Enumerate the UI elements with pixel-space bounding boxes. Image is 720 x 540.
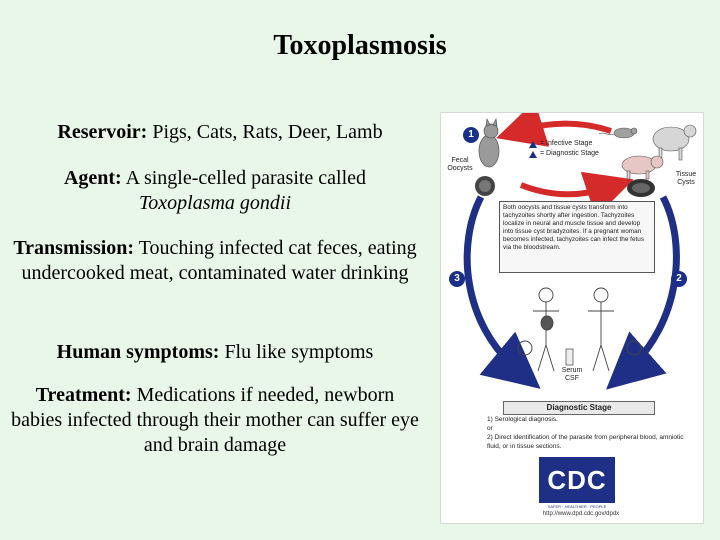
- symptoms-label: Human symptoms:: [56, 341, 220, 363]
- infective-stage-triangle-icon: [529, 141, 537, 148]
- diagnosis-or: or: [487, 425, 493, 432]
- diagnostic-notes: [487, 415, 697, 451]
- transmission-label: Transmission:: [13, 237, 135, 259]
- stage-badge-3: 3: [449, 271, 465, 287]
- serum-tube-icon: [566, 349, 573, 365]
- legend-infective: = Infective Stage: [540, 140, 593, 147]
- cdc-logo: CDC: [539, 457, 615, 503]
- tissue-cyst-icon: [627, 179, 655, 197]
- fetus-icon: [518, 341, 641, 355]
- diagnostic-stage-title: Diagnostic Stage: [503, 401, 655, 415]
- diagnostic-stage-triangle-icon: [529, 151, 537, 158]
- symptoms-text: [10, 340, 420, 365]
- sheep-icon: [653, 125, 696, 160]
- agent-label: Agent:: [63, 167, 122, 189]
- tissue-cysts-label: Tissue Cysts: [675, 171, 697, 186]
- treatment-text: [10, 383, 420, 458]
- oocyst-icon: [475, 176, 495, 196]
- serum-csf-label: Serum CSF: [561, 367, 583, 382]
- symptoms-value: Flu like symptoms: [219, 341, 374, 363]
- diagnosis-2: 2) Direct identification of the parasite from peripheral blood, amniotic fluid, or in tissue sections.: [487, 434, 684, 450]
- fecal-oocysts-label: Fecal Oocysts: [447, 157, 473, 172]
- transmission-text: [10, 236, 420, 286]
- reservoir-text: [10, 120, 430, 145]
- stage-badge-2: 2: [671, 271, 687, 287]
- humans-icon: [533, 288, 614, 371]
- life-cycle-info-box: Both oocysts and tissue cysts transform into tachyzoites shortly after ingestion. Tachyzoites localize in neural and muscle tissue and develop into tissue cyst bradyzoites. If a pregnant woman becomes infected, tachyzoites can infect the fetus via the bloodstream.: [499, 201, 655, 273]
- agent-species: Toxoplasma gondii: [138, 192, 292, 214]
- page-title: Toxoplasmosis: [273, 30, 447, 61]
- agent-text: [10, 166, 420, 216]
- treatment-value: Medications if needed, newborn babies infected through their mother can suffer eye and brain damage: [11, 384, 419, 456]
- diagnosis-1: 1) Serological diagnosis.: [487, 416, 558, 423]
- agent-value: A single-celled parasite called: [121, 167, 367, 189]
- stage-badge-1: 1: [463, 127, 479, 143]
- legend-diagnostic: = Diagnostic Stage: [540, 150, 599, 157]
- treatment-label: Treatment:: [35, 384, 132, 406]
- transmission-value: Touching infected cat feces, eating undercooked meat, contaminated water drinking: [21, 237, 417, 284]
- diagram-legend: [529, 139, 599, 159]
- reservoir-value: Pigs, Cats, Rats, Deer, Lamb: [147, 121, 383, 143]
- cat-icon: [479, 119, 499, 167]
- reservoir-label: Reservoir:: [57, 121, 148, 143]
- cdc-logo-tagline: SAFER · HEALTHIER · PEOPLE: [547, 504, 607, 509]
- pig-icon: [622, 156, 663, 179]
- life-cycle-diagram: [440, 112, 704, 524]
- source-url: http://www.dpd.cdc.gov/dpdx: [542, 511, 620, 517]
